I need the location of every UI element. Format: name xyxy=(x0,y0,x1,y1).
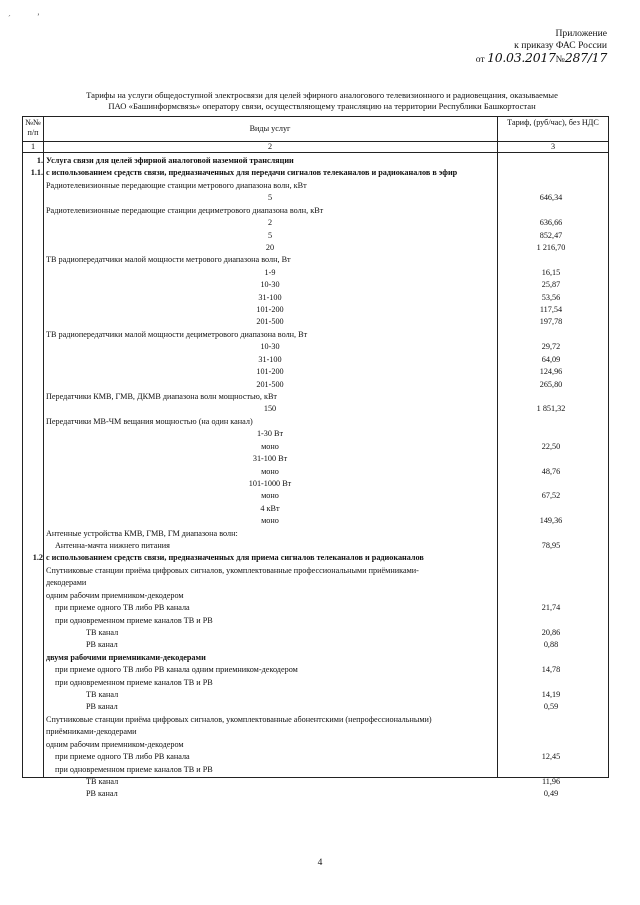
table-row xyxy=(23,341,608,353)
service-description: 150 xyxy=(263,404,277,414)
header-tariff-column: Тариф, (руб/час), без НДС xyxy=(507,118,599,127)
service-description: при приеме одного ТВ либо РВ канала одним приемником-декодером xyxy=(55,665,298,675)
tariff-value: 78,95 xyxy=(541,541,561,551)
table-row xyxy=(23,217,608,229)
service-description: одним рабочим приемником-декодером xyxy=(46,739,184,749)
title-line-2: ПАО «Башинформсвязь» оператору связи, осуществляющему трансляцию на территории Республики Башкортостан xyxy=(108,101,536,112)
service-description: моно xyxy=(261,441,279,451)
tariff-value: 197,78 xyxy=(539,317,563,327)
service-description: при приеме одного ТВ либо РВ канала xyxy=(55,752,190,762)
document-title xyxy=(52,90,592,113)
tariff-value: 25,87 xyxy=(541,280,561,290)
table-row xyxy=(23,615,608,627)
tariff-value: 852,47 xyxy=(539,230,563,240)
service-description: 31-100 Вт xyxy=(252,454,288,464)
table-row xyxy=(23,627,608,639)
service-description: ТВ канал xyxy=(86,690,119,700)
table-row xyxy=(23,503,608,515)
table-row xyxy=(23,205,608,217)
service-description: ТВ канал xyxy=(86,627,119,637)
service-description: 2 xyxy=(267,218,273,228)
order-date-line xyxy=(476,52,607,66)
table-row xyxy=(23,540,608,552)
table-row xyxy=(23,714,608,726)
table-row xyxy=(23,180,608,192)
service-description: 101-200 xyxy=(256,367,284,377)
tariff-value: 22,50 xyxy=(541,441,561,451)
service-description: 10-30 xyxy=(260,342,280,352)
service-description: при одновременном приеме каналов ТВ и РВ xyxy=(55,615,213,625)
date-prefix: от xyxy=(475,54,485,65)
service-description: моно xyxy=(261,516,279,526)
table-row xyxy=(23,664,608,676)
table-row xyxy=(23,776,608,788)
service-description: РВ канал xyxy=(86,640,118,650)
table-row xyxy=(23,304,608,316)
table-row xyxy=(23,751,608,763)
table-row xyxy=(23,701,608,713)
tariff-table xyxy=(22,116,609,799)
service-description: 4 кВт xyxy=(260,503,280,513)
table-row xyxy=(23,577,608,589)
service-description: декодерами xyxy=(46,578,87,588)
tariff-value: 14,78 xyxy=(541,665,561,675)
table-row xyxy=(23,677,608,689)
service-description: с использованием средств связи, предназначенных для приема сигналов телеканалов и радиоканалов xyxy=(46,553,424,563)
table-row xyxy=(23,366,608,378)
tariff-value: 64,09 xyxy=(541,354,561,364)
header-number-column: №№ п/п xyxy=(25,118,41,138)
number-sign: № xyxy=(555,54,565,65)
column-index: 1 xyxy=(30,142,36,151)
table-row xyxy=(23,739,608,751)
service-description: 101-1000 Вт xyxy=(248,478,292,488)
row-number: 1.1. xyxy=(30,168,43,178)
tariff-value: 636,66 xyxy=(539,218,563,228)
appendix-label: Приложение xyxy=(555,28,607,39)
service-description: 101-200 xyxy=(256,305,284,315)
appendix-header xyxy=(476,28,607,66)
row-number: 1. xyxy=(36,156,43,165)
tariff-value: 53,56 xyxy=(541,292,561,302)
service-description: Радиотелевизионные передающие станции метрового диапазона волн, кВт xyxy=(46,180,307,190)
service-description: 201-500 xyxy=(256,317,284,327)
tariff-value: 124,96 xyxy=(539,367,563,377)
service-description: приёмниками-декодерами xyxy=(46,727,137,737)
table-row xyxy=(23,230,608,242)
title-line-1: Тарифы на услуги общедоступной электросвязи для целей эфирного аналогового телевизионного и радиовещания, оказываемые xyxy=(86,90,558,100)
row-number: 1.2 xyxy=(32,553,43,563)
table-row xyxy=(23,602,608,614)
tariff-value: 0,49 xyxy=(543,789,559,799)
service-description: моно xyxy=(261,466,279,476)
service-description: 31-100 xyxy=(258,292,282,302)
service-description: Антенна-мачта нижнего питания xyxy=(55,541,170,551)
table-row xyxy=(23,652,608,664)
service-description: моно xyxy=(261,491,279,501)
table-row xyxy=(23,478,608,490)
service-description: РВ канал xyxy=(86,789,118,799)
tariff-value: 16,15 xyxy=(541,267,561,277)
table-row xyxy=(23,167,608,179)
service-description: 1-9 xyxy=(264,267,276,277)
column-index: 3 xyxy=(550,142,556,151)
table-row xyxy=(23,416,608,428)
tariff-value: 14,19 xyxy=(541,690,561,700)
tariff-value: 117,54 xyxy=(539,305,563,315)
table-row xyxy=(23,192,608,204)
service-description: Передатчики КМВ, ГМВ, ДКМВ диапазона волн мощностью, кВт xyxy=(46,391,278,401)
service-description: 31-100 xyxy=(258,354,282,364)
tariff-value: 0,59 xyxy=(543,702,559,712)
service-description: при одновременном приеме каналов ТВ и РВ xyxy=(55,764,213,774)
table-row xyxy=(23,726,608,738)
tariff-value: 12,45 xyxy=(541,752,561,762)
tariff-value: 21,74 xyxy=(541,603,561,613)
tariff-value: 20,86 xyxy=(541,627,561,637)
service-description: 10-30 xyxy=(260,280,280,290)
tariff-value: 11,96 xyxy=(541,777,561,786)
table-row xyxy=(23,552,608,564)
tariff-value: 1 216,70 xyxy=(536,242,566,252)
table-row xyxy=(23,466,608,478)
service-description: двумя рабочими приемниками-декодерами xyxy=(46,652,206,662)
service-description: 5 xyxy=(267,230,273,240)
table-row xyxy=(23,428,608,440)
service-description: Услуга связи для целей эфирной аналоговой наземной трансляции xyxy=(46,156,294,165)
table-row xyxy=(23,453,608,465)
tariff-value: 29,72 xyxy=(541,342,561,352)
scan-speck: ʼ xyxy=(37,12,40,21)
service-description: 20 xyxy=(265,242,275,252)
service-description: одним рабочим приемником-декодером xyxy=(46,590,184,600)
table-row xyxy=(23,379,608,391)
page-number: 4 xyxy=(317,858,323,868)
table-row xyxy=(23,590,608,602)
table-row xyxy=(23,316,608,328)
table-row xyxy=(23,292,608,304)
table-row xyxy=(23,788,608,800)
table-row xyxy=(23,354,608,366)
table-row xyxy=(23,267,608,279)
service-description: ТВ радиопередатчики малой мощности дециметрового диапазона волн, Вт xyxy=(46,329,308,339)
service-description: Спутниковые станции приёма цифровых сигналов, укомплектованные профессиональными приёмниками- xyxy=(46,565,419,575)
table-row xyxy=(23,490,608,502)
service-description: Антенные устройства КМВ, ГМВ, ГМ диапазона волн: xyxy=(46,528,238,538)
tariff-value: 1 851,32 xyxy=(536,404,566,414)
table-row xyxy=(23,639,608,651)
table-row xyxy=(23,515,608,527)
service-description: Радиотелевизионные передающие станции дециметрового диапазона волн, кВт xyxy=(46,205,324,215)
tariff-value: 646,34 xyxy=(539,193,563,203)
column-index: 2 xyxy=(267,142,273,151)
handwritten-date: 10.03.2017 xyxy=(487,50,556,65)
table-row xyxy=(23,403,608,415)
table-row xyxy=(23,155,608,167)
order-reference: к приказу ФАС России xyxy=(514,40,607,51)
service-description: с использованием средств связи, предназначенных для передачи сигналов телеканалов и радиоканалов в эфир xyxy=(46,168,458,178)
service-description: ТВ радиопередатчики малой мощности метрового диапазона волн, Вт xyxy=(46,255,291,265)
service-description: при приеме одного ТВ либо РВ канала xyxy=(55,603,190,613)
service-description: при одновременном приеме каналов ТВ и РВ xyxy=(55,677,213,687)
table-row xyxy=(23,242,608,254)
service-description: 201-500 xyxy=(256,379,284,389)
table-row xyxy=(23,441,608,453)
service-description: РВ канал xyxy=(86,702,118,712)
service-description: ТВ канал xyxy=(86,777,119,786)
table-row xyxy=(23,689,608,701)
handwritten-order-number: 287/17 xyxy=(564,50,607,65)
table-row xyxy=(23,279,608,291)
table-row xyxy=(23,565,608,577)
tariff-value: 0,88 xyxy=(543,640,559,650)
tariff-value: 149,36 xyxy=(539,516,563,526)
table-row xyxy=(23,329,608,341)
table-row xyxy=(23,391,608,403)
header-services-column: Виды услуг xyxy=(249,124,291,133)
service-description: Передатчики МВ-ЧМ вещания мощностью (на один канал) xyxy=(46,416,253,426)
table-row xyxy=(23,528,608,540)
tariff-value: 265,80 xyxy=(539,379,563,389)
tariff-value: 67,52 xyxy=(541,491,561,501)
table-row xyxy=(23,764,608,776)
table-row xyxy=(23,254,608,266)
service-description: 5 xyxy=(267,193,273,203)
service-description: 1-30 Вт xyxy=(256,429,284,439)
tariff-value: 48,76 xyxy=(541,466,561,476)
scan-speck: ´ xyxy=(8,14,11,23)
service-description: Спутниковые станции приёма цифровых сигналов, укомплектованные абонентскими (непрофессиональными) xyxy=(46,714,432,724)
